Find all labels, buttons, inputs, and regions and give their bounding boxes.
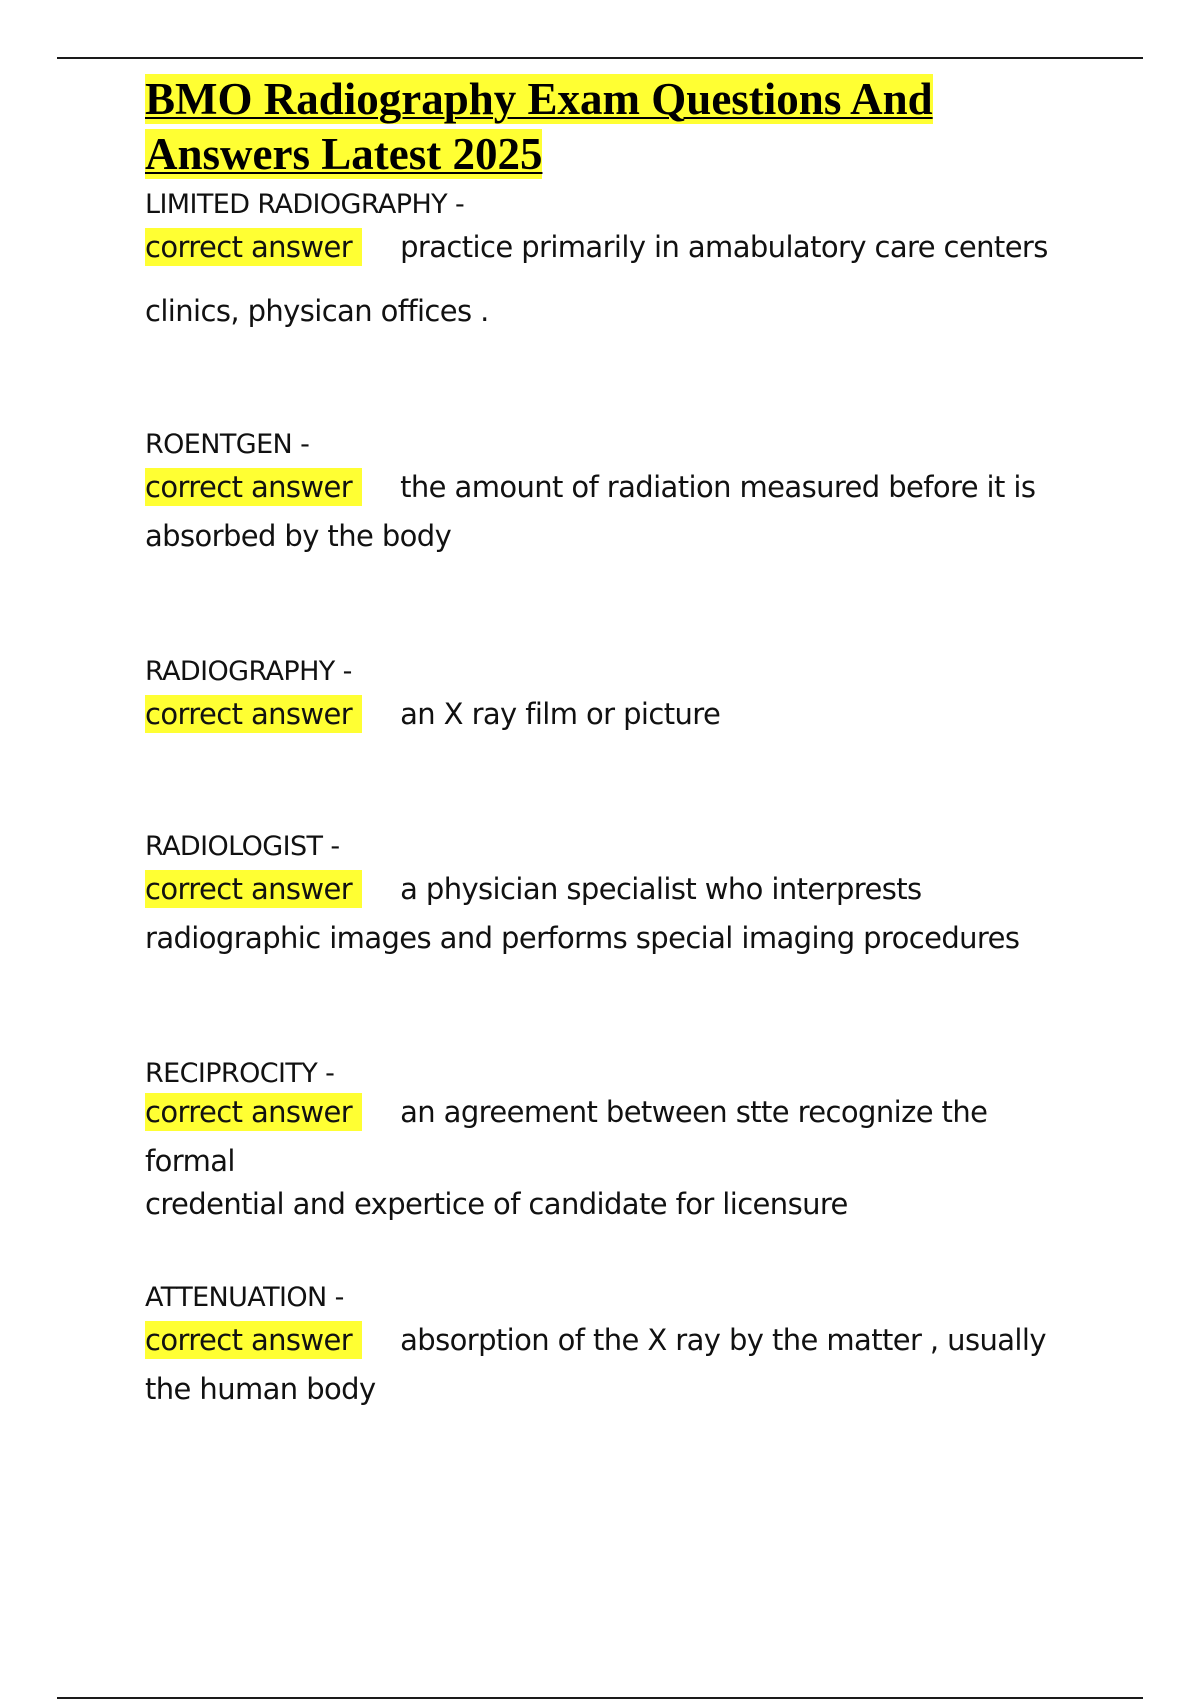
- bottom-rule: [57, 1697, 1143, 1699]
- qa-entry: [145, 829, 1085, 963]
- entry-answer-continuation: the human body: [145, 1372, 376, 1406]
- title-line-2: Answers Latest 2025: [145, 129, 543, 179]
- entry-answer-text: a physician specialist who interprests: [400, 872, 922, 906]
- correct-answer-label: correct answer: [145, 1321, 362, 1359]
- qa-entry: [145, 427, 1085, 561]
- entry-answer-line: [145, 865, 1085, 914]
- title-line-1: BMO Radiography Exam Questions And: [145, 74, 933, 124]
- correct-answer-label: correct answer: [145, 228, 362, 266]
- entry-answer-continuation: radiographic images and performs special imaging procedures: [145, 921, 1020, 955]
- document-body: [145, 72, 1085, 1406]
- correct-answer-label: correct answer: [145, 695, 362, 733]
- entry-answer-text: an agreement between stte recognize the formal: [145, 1095, 988, 1178]
- entry-term: ROENTGEN -: [145, 429, 310, 460]
- qa-entry: [145, 1280, 1085, 1414]
- document-title: [145, 72, 1085, 182]
- entry-answer-text: absorption of the X ray by the matter , usually: [400, 1323, 1046, 1357]
- entry-answer-line: [145, 223, 1085, 272]
- qa-entry: [145, 187, 1085, 336]
- entry-term: RADIOGRAPHY -: [145, 656, 352, 687]
- qa-entry: [145, 654, 1085, 739]
- entry-answer-continuation: clinics, physican offices .: [145, 294, 489, 328]
- entry-answer-continuation: credential and expertice of candidate for licensure: [145, 1187, 848, 1221]
- entry-answer-line: [145, 1316, 1085, 1365]
- correct-answer-label: correct answer: [145, 870, 362, 908]
- entry-term: LIMITED RADIOGRAPHY -: [145, 189, 465, 220]
- entry-answer-line: [145, 463, 1085, 512]
- entry-answer-line: [145, 690, 1085, 739]
- entry-answer-text: the amount of radiation measured before it is: [400, 470, 1036, 504]
- qa-entry: [145, 1056, 1085, 1229]
- entry-answer-line: [145, 1088, 1085, 1186]
- entry-answer-continuation: absorbed by the body: [145, 519, 452, 553]
- entry-term: ATTENUATION -: [145, 1282, 344, 1313]
- entry-answer-text: practice primarily in amabulatory care centers: [400, 230, 1048, 264]
- entry-term: RADIOLOGIST -: [145, 831, 340, 862]
- correct-answer-label: correct answer: [145, 468, 362, 506]
- top-rule: [57, 57, 1143, 59]
- entry-answer-text: an X ray film or picture: [400, 697, 721, 731]
- correct-answer-label: correct answer: [145, 1093, 362, 1131]
- entry-term: RECIPROCITY -: [145, 1058, 335, 1089]
